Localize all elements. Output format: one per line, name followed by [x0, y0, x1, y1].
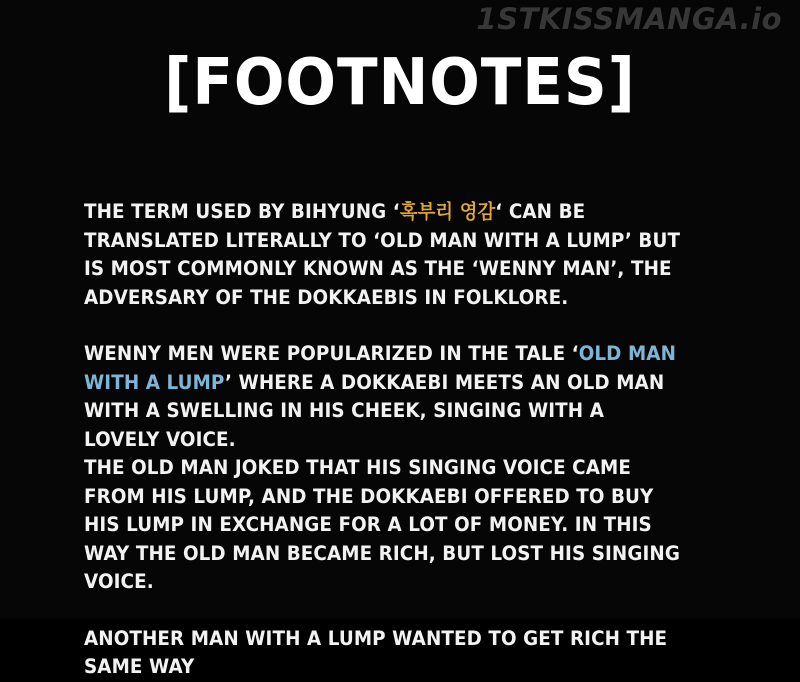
page-title: [FOOTNOTES] — [164, 46, 636, 120]
site-watermark: 1STKISSMANGA.io — [476, 2, 782, 36]
paragraph-3-text: ANOTHER MAN WITH A LUMP WANTED TO GET RICH THE SAME WAY — [84, 626, 668, 678]
footnote-paragraph-3 — [84, 625, 686, 682]
paragraph-1-text-after-korean: ‘ CAN BE TRANSLATED LITERALLY TO ‘OLD MAN WITH A LUMP’ BUT IS MOST COMMONLY KNOWN AS THE ‘WENNY MAN’, THE ADVERSARY OF THE DOKKAEBIS IN FOLKLORE. — [84, 200, 681, 309]
paragraph-2-second-line: THE OLD MAN JOKED THAT HIS SINGING VOICE CAME FROM HIS LUMP, AND THE DOKKAEBI OFFERED TO BUY HIS LUMP IN EXCHANGE FOR A LOT OF MONEY. IN THIS WAY THE OLD MAN BECAME RICH, BUT LOST HIS SINGING VOICE. — [84, 456, 680, 593]
footnote-paragraph-2 — [84, 340, 686, 597]
footnote-paragraph-1 — [84, 198, 686, 312]
korean-term-hokburi-yeonggam: 혹부리 영감 — [399, 200, 496, 223]
tale-title-link[interactable]: OLD MAN WITH A LUMP — [84, 342, 677, 394]
paragraph-1-text-before-korean: THE TERM USED BY BIHYUNG ‘ — [84, 200, 400, 223]
paragraph-2-text-after-link: ’ WHERE A DOKKAEBI MEETS AN OLD MAN WITH A SWELLING IN HIS CHEEK, SINGING WITH A LOVELY VOICE. — [84, 370, 665, 451]
paragraph-2-text-before-link: WENNY MEN WERE POPULARIZED IN THE TALE ‘ — [84, 342, 579, 365]
footnotes-body — [84, 198, 686, 682]
